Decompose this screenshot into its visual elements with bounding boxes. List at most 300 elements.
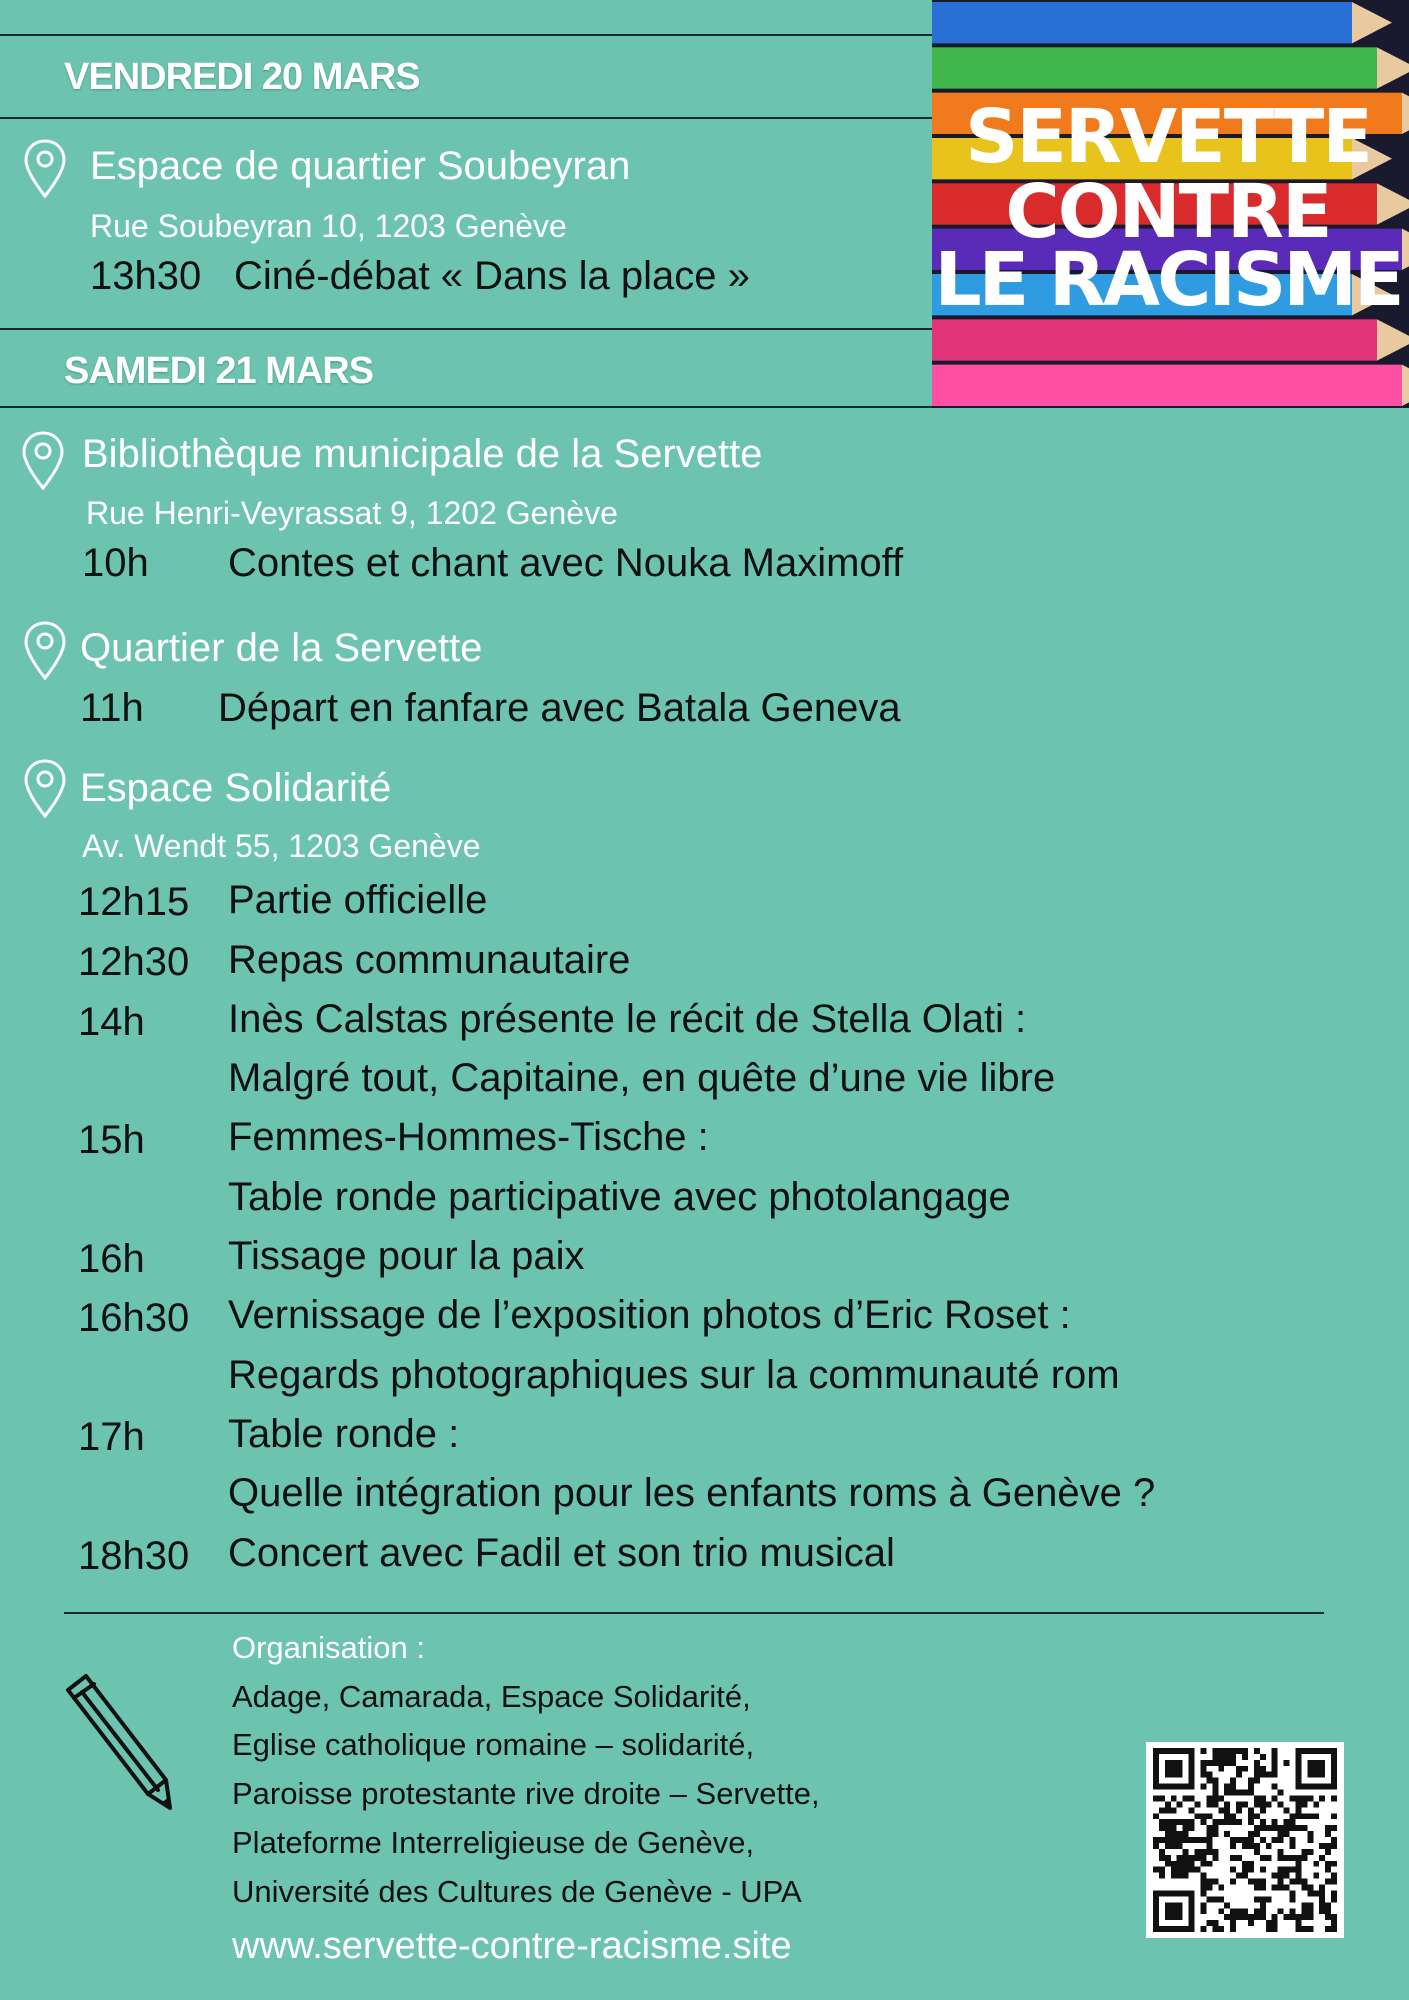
pencil-tip <box>1402 229 1409 270</box>
qr-module <box>1272 1926 1278 1932</box>
qr-module <box>1307 1831 1313 1837</box>
venue-address: Rue Henri-Veyrassat 9, 1202 Genève <box>86 495 618 531</box>
qr-module <box>1295 1920 1301 1926</box>
qr-module <box>1224 1902 1230 1908</box>
qr-module <box>1171 1825 1177 1831</box>
qr-module <box>1272 1920 1278 1926</box>
qr-module <box>1165 1843 1171 1849</box>
location-pin-icon <box>20 430 66 492</box>
qr-module <box>1212 1790 1218 1796</box>
qr-module <box>1325 1867 1331 1873</box>
pencil-shape <box>932 2 1352 43</box>
qr-module <box>1319 1855 1325 1861</box>
qr-module <box>1295 1825 1301 1831</box>
qr-module <box>1206 1861 1212 1867</box>
qr-module <box>1224 1790 1230 1796</box>
qr-module <box>1278 1801 1284 1807</box>
qr-module <box>1212 1748 1218 1754</box>
qr-module <box>1230 1867 1236 1873</box>
qr-module <box>1230 1926 1236 1932</box>
qr-module <box>1236 1914 1242 1920</box>
qr-module <box>1260 1807 1266 1813</box>
qr-module <box>1248 1784 1254 1790</box>
qr-module <box>1254 1801 1260 1807</box>
qr-module <box>1248 1778 1254 1784</box>
website-link[interactable]: www.servette-contre-racisme.site <box>232 1925 792 1967</box>
pencil-tip <box>1402 365 1409 406</box>
qr-module <box>1272 1795 1278 1801</box>
qr-module <box>1218 1819 1224 1825</box>
qr-module <box>1254 1766 1260 1772</box>
qr-module <box>1272 1837 1278 1843</box>
qr-module <box>1307 1813 1313 1819</box>
qr-module <box>1295 1784 1337 1790</box>
qr-module <box>1206 1801 1212 1807</box>
qr-module <box>1284 1831 1290 1837</box>
qr-module <box>1254 1843 1260 1849</box>
qr-module <box>1307 1760 1325 1778</box>
qr-module <box>1224 1754 1230 1760</box>
qr-module <box>1248 1837 1254 1843</box>
qr-module <box>1218 1807 1224 1813</box>
qr-module <box>1206 1778 1212 1784</box>
qr-module <box>1242 1766 1248 1772</box>
qr-module <box>1278 1825 1284 1831</box>
qr-module <box>1230 1784 1236 1790</box>
qr-module <box>1224 1813 1230 1819</box>
qr-module <box>1278 1885 1284 1891</box>
qr-module <box>1272 1754 1278 1760</box>
qr-module <box>1290 1879 1296 1885</box>
qr-module <box>1206 1813 1212 1819</box>
qr-module <box>1195 1855 1201 1861</box>
qr-module <box>1236 1766 1242 1772</box>
qr-module <box>1295 1855 1301 1861</box>
qr-module <box>1177 1861 1183 1867</box>
qr-module <box>1218 1754 1224 1760</box>
qr-module <box>1230 1920 1236 1926</box>
qr-module <box>1171 1873 1177 1879</box>
qr-module <box>1301 1879 1307 1885</box>
qr-module <box>1290 1813 1296 1819</box>
qr-module <box>1171 1819 1177 1825</box>
qr-module <box>1284 1819 1290 1825</box>
qr-module <box>1307 1795 1313 1801</box>
qr-module <box>1200 1766 1206 1772</box>
qr-module <box>1266 1843 1272 1849</box>
qr-module <box>1200 1837 1206 1843</box>
qr-module <box>1183 1861 1189 1867</box>
qr-module <box>1212 1879 1218 1885</box>
qr-module <box>1290 1896 1296 1902</box>
qr-module <box>1260 1766 1266 1772</box>
qr-module <box>1272 1748 1278 1754</box>
qr-module <box>1260 1908 1266 1914</box>
qr-module <box>1319 1896 1325 1902</box>
banner-title-line2: CONTRE <box>1005 169 1331 255</box>
location-pin-icon <box>22 620 68 682</box>
qr-module <box>1295 1861 1301 1867</box>
qr-module <box>1295 1914 1301 1920</box>
qr-module <box>1260 1801 1266 1807</box>
qr-module <box>1290 1843 1296 1849</box>
qr-module <box>1165 1801 1171 1807</box>
venue-name: Espace Solidarité <box>80 766 392 810</box>
qr-module <box>1284 1760 1290 1766</box>
qr-module <box>1177 1837 1183 1843</box>
program-item: Femmes-Hommes-Tische : <box>228 1115 709 1159</box>
qr-module <box>1325 1831 1331 1837</box>
qr-code[interactable] <box>1146 1742 1344 1938</box>
qr-module <box>1290 1795 1296 1801</box>
qr-module <box>1331 1914 1337 1920</box>
qr-module <box>1272 1784 1278 1790</box>
qr-module <box>1248 1819 1254 1825</box>
qr-module <box>1331 1795 1337 1801</box>
qr-module <box>1165 1855 1171 1861</box>
qr-module <box>1200 1819 1206 1825</box>
qr-module <box>1254 1760 1260 1766</box>
qr-module <box>1206 1885 1212 1891</box>
qr-module <box>1278 1831 1284 1837</box>
qr-module <box>1230 1879 1236 1885</box>
qr-module <box>1272 1873 1278 1879</box>
qr-module <box>1325 1861 1331 1867</box>
qr-module <box>1189 1819 1195 1825</box>
qr-module <box>1242 1748 1248 1754</box>
qr-module <box>1212 1896 1218 1902</box>
qr-module <box>1224 1807 1230 1813</box>
program-item: Partie officielle <box>228 878 488 922</box>
qr-module <box>1153 1795 1159 1801</box>
organisation-line: Eglise catholique romaine – solidarité, <box>232 1727 755 1762</box>
qr-module <box>1260 1896 1266 1902</box>
qr-module <box>1290 1837 1296 1843</box>
program-item: Table ronde : <box>228 1412 460 1456</box>
qr-module <box>1260 1837 1266 1843</box>
qr-module <box>1254 1825 1260 1831</box>
friday-title: VENDREDI 20 MARS <box>64 56 420 98</box>
qr-module <box>1325 1843 1331 1849</box>
qr-module <box>1242 1914 1248 1920</box>
qr-module <box>1284 1873 1290 1879</box>
qr-module <box>1212 1831 1218 1837</box>
qr-module <box>1200 1813 1206 1819</box>
qr-module <box>1189 1807 1195 1813</box>
program-item-continued: Malgré tout, Capitaine, en quête d’une vie libre <box>228 1056 1056 1100</box>
qr-module <box>1206 1849 1212 1855</box>
qr-module <box>1248 1807 1254 1813</box>
qr-module <box>1242 1861 1248 1867</box>
qr-module <box>1260 1855 1266 1861</box>
qr-module <box>1284 1867 1290 1873</box>
qr-module <box>1177 1831 1183 1837</box>
qr-module <box>1290 1867 1296 1873</box>
pencil-shape <box>932 365 1402 406</box>
colored-pencils-image <box>932 0 1409 408</box>
qr-module <box>1254 1896 1260 1902</box>
qr-module <box>1307 1849 1313 1855</box>
qr-module <box>1200 1784 1206 1790</box>
qr-module <box>1200 1748 1206 1754</box>
footer-divider <box>64 1612 1324 1614</box>
location-pin-icon <box>22 758 68 820</box>
qr-module <box>1195 1813 1201 1819</box>
qr-module <box>1224 1760 1230 1766</box>
qr-module <box>1319 1795 1325 1801</box>
qr-module <box>1218 1748 1224 1754</box>
qr-module <box>1278 1790 1284 1796</box>
qr-module <box>1212 1825 1218 1831</box>
qr-module <box>1295 1807 1301 1813</box>
qr-module <box>1331 1896 1337 1902</box>
program-time: 18h30 <box>78 1534 190 1578</box>
qr-module <box>1212 1795 1218 1801</box>
qr-module <box>1301 1849 1307 1855</box>
qr-module <box>1189 1861 1195 1867</box>
qr-module <box>1153 1813 1159 1819</box>
qr-module <box>1195 1867 1201 1873</box>
qr-module <box>1301 1825 1307 1831</box>
qr-module <box>1212 1920 1218 1926</box>
qr-module <box>1248 1914 1254 1920</box>
qr-module <box>1200 1861 1206 1867</box>
qr-module <box>1278 1879 1284 1885</box>
venue-name: Quartier de la Servette <box>80 626 483 670</box>
qr-module <box>1254 1879 1260 1885</box>
qr-module <box>1200 1926 1206 1932</box>
venue-address: Av. Wendt 55, 1203 Genève <box>82 828 481 864</box>
qr-module <box>1212 1784 1218 1790</box>
qr-module <box>1189 1748 1195 1790</box>
qr-module <box>1218 1896 1224 1902</box>
qr-module <box>1313 1890 1319 1896</box>
qr-module <box>1183 1867 1189 1873</box>
qr-module <box>1331 1890 1337 1896</box>
qr-module <box>1307 1837 1313 1843</box>
qr-module <box>1331 1813 1337 1819</box>
qr-module <box>1165 1837 1171 1843</box>
qr-module <box>1260 1902 1266 1908</box>
qr-module <box>1301 1902 1307 1908</box>
qr-module <box>1307 1908 1313 1914</box>
qr-module <box>1212 1754 1218 1760</box>
qr-module <box>1313 1861 1319 1867</box>
qr-module <box>1206 1825 1212 1831</box>
qr-module <box>1272 1760 1278 1766</box>
qr-module <box>1313 1813 1319 1819</box>
qr-module <box>1183 1831 1189 1837</box>
qr-module <box>1236 1855 1242 1861</box>
qr-module <box>1200 1849 1206 1855</box>
qr-module <box>1307 1885 1313 1891</box>
qr-module <box>1325 1825 1331 1831</box>
friday-address: Rue Soubeyran 10, 1203 Genève <box>90 208 567 244</box>
qr-module <box>1236 1908 1242 1914</box>
qr-module <box>1325 1908 1331 1914</box>
qr-module <box>1278 1873 1284 1879</box>
qr-module <box>1248 1861 1254 1867</box>
qr-module <box>1224 1819 1230 1825</box>
qr-module <box>1165 1807 1171 1813</box>
program-time: 15h <box>78 1118 145 1162</box>
qr-module <box>1260 1772 1266 1778</box>
qr-module <box>1278 1849 1284 1855</box>
qr-module <box>1266 1926 1272 1932</box>
qr-module <box>1165 1831 1171 1837</box>
qr-module <box>1218 1766 1224 1772</box>
qr-module <box>1159 1855 1165 1861</box>
qr-module <box>1236 1837 1242 1843</box>
qr-module <box>1230 1819 1236 1825</box>
qr-module <box>1325 1902 1331 1908</box>
qr-module <box>1331 1879 1337 1885</box>
qr-module <box>1206 1896 1212 1902</box>
qr-module <box>1206 1843 1212 1849</box>
qr-module <box>1301 1885 1307 1891</box>
qr-module <box>1284 1885 1290 1891</box>
event-description: Départ en fanfare avec Batala Geneva <box>218 686 901 730</box>
qr-module <box>1165 1902 1183 1920</box>
qr-module <box>1260 1914 1266 1920</box>
qr-module <box>1260 1885 1266 1891</box>
qr-module <box>1307 1914 1313 1920</box>
pencil-shape <box>932 319 1377 360</box>
qr-module <box>1242 1837 1248 1843</box>
qr-module <box>1248 1790 1254 1796</box>
qr-module <box>1171 1843 1177 1849</box>
qr-module <box>1236 1801 1242 1807</box>
venue-name: Bibliothèque municipale de la Servette <box>82 432 763 476</box>
qr-module <box>1165 1760 1183 1778</box>
qr-module <box>1153 1867 1159 1873</box>
qr-module <box>1230 1790 1236 1796</box>
program-item-continued: Table ronde participative avec photolangage <box>228 1175 1011 1219</box>
qr-module <box>1224 1831 1230 1837</box>
qr-module <box>1313 1801 1319 1807</box>
qr-module <box>1236 1748 1242 1754</box>
qr-module <box>1189 1867 1195 1873</box>
qr-module <box>1206 1795 1212 1801</box>
qr-module <box>1272 1825 1278 1831</box>
program-item: Inès Calstas présente le récit de Stella Olati : <box>228 997 1027 1041</box>
qr-module <box>1331 1920 1337 1926</box>
qr-module <box>1177 1867 1183 1873</box>
qr-module <box>1254 1772 1260 1778</box>
qr-module <box>1325 1849 1331 1855</box>
qr-module <box>1278 1867 1284 1873</box>
qr-module <box>1218 1926 1224 1932</box>
qr-module <box>1266 1772 1272 1778</box>
qr-module <box>1177 1801 1183 1807</box>
qr-module <box>1301 1914 1307 1920</box>
qr-module <box>1290 1908 1296 1914</box>
qr-module <box>1200 1879 1206 1885</box>
organisation-line: Plateforme Interreligieuse de Genève, <box>232 1825 755 1860</box>
qr-module <box>1183 1837 1189 1843</box>
qr-module <box>1206 1760 1212 1766</box>
qr-module <box>1200 1772 1206 1778</box>
qr-module <box>1195 1801 1201 1807</box>
qr-module <box>1260 1754 1266 1760</box>
qr-module <box>1295 1795 1301 1801</box>
program-time: 16h30 <box>78 1296 190 1340</box>
qr-module <box>1171 1867 1177 1873</box>
qr-module <box>1272 1819 1278 1825</box>
qr-module <box>1159 1795 1165 1801</box>
qr-module <box>1236 1819 1242 1825</box>
qr-module <box>1177 1819 1183 1825</box>
organisation-line: Adage, Camarada, Espace Solidarité, <box>232 1679 751 1714</box>
pencil-icon <box>58 1668 182 1816</box>
friday-time: 13h30 <box>90 254 202 298</box>
qr-module <box>1242 1790 1248 1796</box>
qr-module <box>1218 1908 1224 1914</box>
qr-module <box>1242 1908 1248 1914</box>
qr-module <box>1236 1873 1242 1879</box>
qr-module <box>1212 1926 1218 1932</box>
qr-module <box>1159 1867 1165 1873</box>
qr-module <box>1159 1837 1165 1843</box>
qr-module <box>1254 1914 1260 1920</box>
qr-module <box>1254 1831 1260 1837</box>
qr-module <box>1242 1843 1248 1849</box>
divider <box>0 328 932 330</box>
qr-module <box>1195 1837 1201 1843</box>
qr-module <box>1331 1843 1337 1849</box>
divider <box>0 34 932 36</box>
qr-module <box>1254 1795 1260 1801</box>
qr-module <box>1331 1926 1337 1932</box>
qr-module <box>1153 1890 1159 1932</box>
event-time: 11h <box>80 686 144 730</box>
qr-module <box>1218 1885 1224 1891</box>
qr-module <box>1224 1748 1230 1754</box>
saturday-title: SAMEDI 21 MARS <box>64 350 374 392</box>
qr-module <box>1295 1867 1301 1873</box>
program-item: Repas communautaire <box>228 938 631 982</box>
qr-module <box>1230 1760 1236 1766</box>
qr-module <box>1183 1873 1189 1879</box>
banner-image <box>932 0 1409 408</box>
qr-module <box>1183 1849 1189 1855</box>
qr-module <box>1200 1760 1206 1766</box>
qr-module <box>1331 1748 1337 1790</box>
organisation-line: Paroisse protestante rive droite – Servette, <box>232 1776 820 1811</box>
qr-module <box>1189 1825 1195 1831</box>
qr-module <box>1189 1890 1195 1932</box>
banner-title-line3: LE RACISME <box>934 237 1402 323</box>
qr-module <box>1295 1879 1301 1885</box>
qr-module <box>1165 1825 1171 1831</box>
qr-module <box>1177 1843 1183 1849</box>
qr-module <box>1319 1885 1325 1891</box>
qr-module <box>1153 1926 1195 1932</box>
qr-module <box>1266 1920 1272 1926</box>
qr-module <box>1159 1873 1165 1879</box>
qr-module <box>1230 1855 1236 1861</box>
qr-module <box>1171 1861 1177 1867</box>
qr-module <box>1224 1914 1230 1920</box>
qr-module <box>1313 1873 1319 1879</box>
qr-module <box>1177 1855 1183 1861</box>
qr-module <box>1260 1825 1266 1831</box>
qr-module <box>1206 1920 1212 1926</box>
qr-module <box>1307 1926 1313 1932</box>
qr-module <box>1248 1831 1254 1837</box>
qr-module <box>1200 1873 1206 1879</box>
qr-module <box>1331 1861 1337 1867</box>
